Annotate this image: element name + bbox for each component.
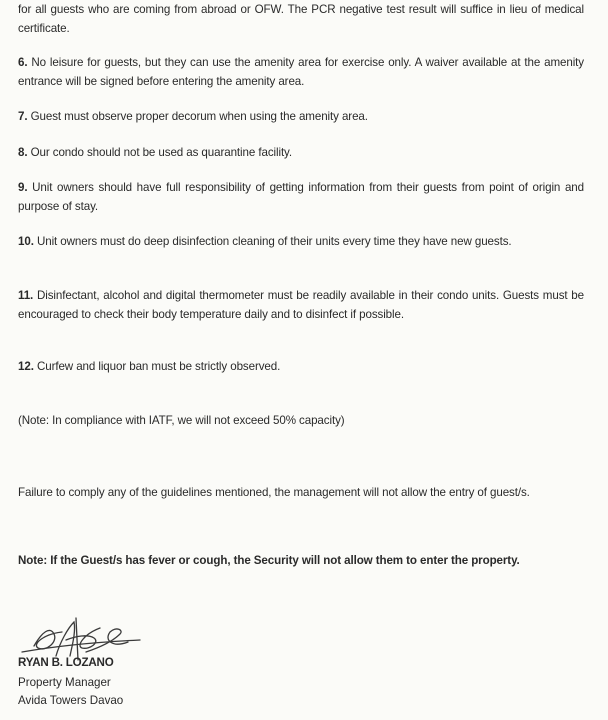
- rule-number: 8.: [18, 146, 28, 159]
- rule-7: [18, 107, 584, 126]
- rule-number: 10.: [18, 235, 34, 248]
- rule-text: No leisure for guests, but they can use the amenity area for exercise only. A waiver available at the amenity entrance will be signed before entering the amenity area.: [18, 56, 584, 88]
- intro-text: for all guests who are coming from abroad or OFW. The PCR negative test result will suffice in lieu of medical certificate.: [18, 3, 584, 35]
- rule-text: Curfew and liquor ban must be strictly observed.: [33, 360, 281, 373]
- rule-8: [18, 143, 584, 162]
- rule-text: Guest must observe proper decorum when using the amenity area.: [27, 110, 368, 123]
- failure-text: Failure to comply any of the guidelines mentioned, the management will not allow the entry of guest/s.: [18, 486, 530, 499]
- rule-text: Our condo should not be used as quarantine facility.: [27, 146, 293, 159]
- rule-number: 11.: [18, 289, 34, 302]
- rule-6: [18, 53, 584, 91]
- rule-number: 7.: [18, 110, 28, 123]
- failure-paragraph: [18, 483, 584, 502]
- rule-text: Unit owners should have full responsibility of getting information from their guests from point of origin and purpose of stay.: [18, 181, 584, 213]
- signatory-title: Property Manager: [18, 676, 111, 689]
- fever-note: [18, 551, 584, 570]
- rule-text: Disinfectant, alcohol and digital thermometer must be readily available in their condo units. Guests must be encouraged to check their body temperature daily and to disinfect if possible.: [18, 289, 584, 321]
- rule-number: 6.: [18, 56, 28, 69]
- fever-note-text: Note: If the Guest/s has fever or cough, the Security will not allow them to enter the property.: [18, 554, 520, 567]
- rule-9: [18, 178, 584, 216]
- capacity-note: [18, 411, 584, 430]
- rule-text: Unit owners must do deep disinfection cleaning of their units every time they have new guests.: [33, 235, 512, 248]
- signatory-organization: Avida Towers Davao: [18, 694, 124, 707]
- rule-number: 9.: [18, 181, 28, 194]
- capacity-note-text: (Note: In compliance with IATF, we will not exceed 50% capacity): [18, 414, 345, 427]
- rule-10: [18, 232, 584, 251]
- rule-12: [18, 357, 584, 376]
- intro-paragraph: [18, 0, 584, 38]
- rule-11: [18, 286, 584, 324]
- signatory-name: RYAN B. LOZANO: [18, 656, 114, 669]
- rule-number: 12.: [18, 360, 34, 373]
